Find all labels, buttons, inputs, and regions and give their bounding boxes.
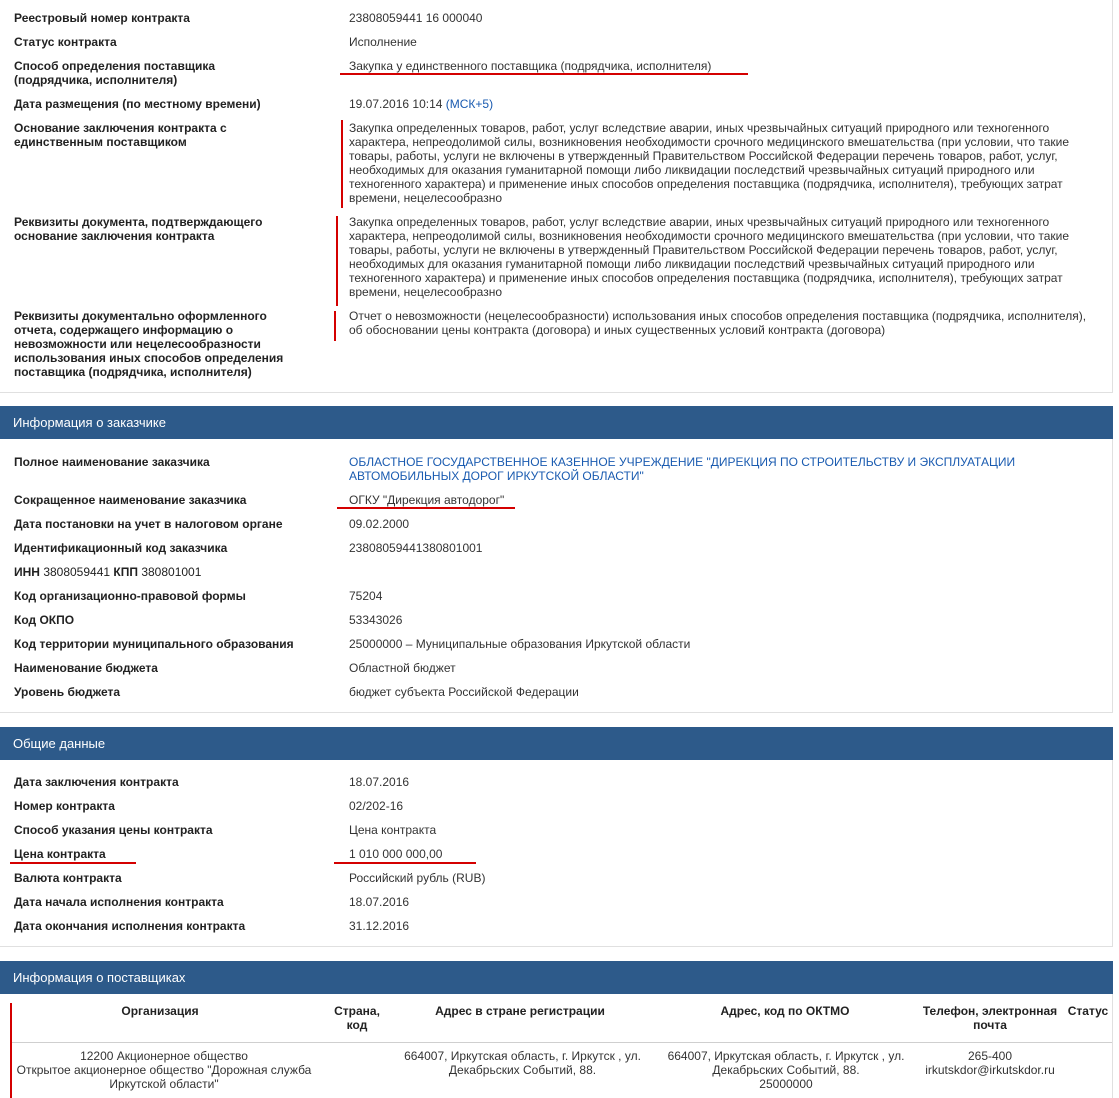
price-value: 1 010 000 000,00	[349, 847, 443, 861]
currency-label: Валюта контракта	[14, 871, 122, 885]
okpo-label: Код ОКПО	[14, 613, 75, 627]
annotation-bar-basis	[341, 120, 343, 208]
territory-label: Код территории муниципального образования	[14, 637, 294, 651]
status-value: Исполнение	[349, 35, 417, 49]
posted-date: 19.07.2016 10:14	[349, 97, 443, 111]
price-method-label: Способ указания цены контракта	[14, 823, 213, 837]
kpp-value: 380801001	[141, 565, 202, 579]
budget-name-value: Областной бюджет	[349, 661, 456, 675]
annotation-bar-doc	[336, 216, 338, 306]
customer-header: Информация о заказчике	[0, 406, 1113, 439]
budget-name-label: Наименование бюджета	[14, 661, 158, 675]
col-status: Статус	[1067, 1004, 1109, 1018]
col-address: Адрес в стране регистрации	[435, 1004, 605, 1018]
customer-short-name-value: ОГКУ "Дирекция автодорог"	[349, 493, 505, 507]
annotation-underline-price-value	[334, 862, 476, 864]
okpo-value: 53343026	[349, 613, 403, 627]
reg-number-value: 23808059441 16 000040	[349, 11, 483, 25]
contract-number-value: 02/202-16	[349, 799, 404, 813]
customer-panel	[0, 439, 1113, 713]
annotation-bar-supplier	[10, 1003, 12, 1098]
opf-value: 75204	[349, 589, 383, 603]
col-oktmo: Адрес, код по ОКТМО	[720, 1004, 850, 1018]
territory-value: 25000000 – Муниципальные образования Иркутской области	[349, 637, 691, 651]
annotation-bar-report	[334, 311, 336, 341]
supplier-phone: 265-400	[967, 1049, 1013, 1063]
price-label: Цена контракта	[14, 847, 106, 861]
contract-number-label: Номер контракта	[14, 799, 115, 813]
table-header-divider	[10, 1042, 1112, 1043]
conclusion-date-label: Дата заключения контракта	[14, 775, 179, 789]
reg-number-label: Реестровый номер контракта	[14, 11, 190, 25]
doc-label: Реквизиты документа, подтверждающего основание заключения контракта	[14, 215, 263, 243]
price-method-value: Цена контракта	[349, 823, 437, 837]
budget-level-label: Уровень бюджета	[14, 685, 121, 699]
start-date-label: Дата начала исполнения контракта	[14, 895, 224, 909]
general-panel	[0, 760, 1113, 947]
end-date-value: 31.12.2016	[349, 919, 410, 933]
budget-level-value: бюджет субъекта Российской Федерации	[349, 685, 579, 699]
col-phone: Телефон, электронная почта	[922, 1004, 1058, 1032]
col-organization: Организация	[121, 1004, 199, 1018]
id-code-value: 23808059441380801001	[349, 541, 483, 555]
tax-date-label: Дата постановки на учет в налоговом органе	[14, 517, 283, 531]
supplier-oktmo-code: 25000000	[759, 1077, 813, 1091]
method-value: Закупка у единственного поставщика (подрядчика, исполнителя)	[349, 59, 712, 73]
posted-label: Дата размещения (по местному времени)	[14, 97, 261, 111]
inn-value: 3808059441	[43, 565, 111, 579]
suppliers-header: Информация о поставщиках	[0, 961, 1113, 994]
currency-value: Российский рубль (RUB)	[349, 871, 486, 885]
supplier-oktmo	[655, 1049, 917, 1091]
basis-label: Основание заключения контракта с единственным поставщиком	[14, 121, 227, 149]
posted-value	[349, 97, 1099, 111]
supplier-org-type: 12200 Акционерное общество	[80, 1049, 248, 1063]
supplier-address: 664007, Иркутская область, г. Иркутск , ул. Декабрьских Событий, 88.	[404, 1049, 641, 1077]
id-code-label: Идентификационный код заказчика	[14, 541, 228, 555]
customer-full-name-link[interactable]: ОБЛАСТНОЕ ГОСУДАРСТВЕННОЕ КАЗЕННОЕ УЧРЕЖДЕНИЕ "ДИРЕКЦИЯ ПО СТРОИТЕЛЬСТВУ И ЭКСПЛУАТАЦИИ АВТОМОБИЛЬНЫХ ДОРОГ ИРКУТСКОЙ ОБЛАСТИ"	[349, 455, 1016, 483]
annotation-underline-method	[340, 73, 748, 75]
doc-value: Закупка определенных товаров, работ, услуг вследствие аварии, иных чрезвычайных ситуаций природного или техногенного характера, непреодолимой силы, возникновения необходимости срочного медицинского вмешательства (при условии, что такие товары, работы, услуги не включены в утвержденный Правительством Российской Федерации перечень товаров, работ, услуг, необходимых для оказания гуманитарной помощи либо ликвидации последствий чрезвычайных ситуаций природного или техногенного характера) и применение иных способов определения поставщика (подрядчика, исполнителя), требующих затрат времени, нецелесообразно	[349, 215, 1070, 299]
report-value: Отчет о невозможности (нецелесообразности) использования иных способов определения поставщика (подрядчика, исполнителя), об обосновании цены контракта (договора) и иных существенных условий контракта (договора)	[349, 309, 1087, 337]
kpp-label: КПП	[113, 565, 138, 579]
supplier-contacts	[915, 1049, 1065, 1077]
start-date-value: 18.07.2016	[349, 895, 410, 909]
customer-full-name-label: Полное наименование заказчика	[14, 455, 210, 469]
inn-kpp-row	[14, 565, 414, 579]
supplier-oktmo-address: 664007, Иркутская область, г. Иркутск , ул. Декабрьских Событий, 88.	[667, 1049, 905, 1077]
col-country: Страна, код	[334, 1004, 380, 1032]
basis-value: Закупка определенных товаров, работ, услуг вследствие аварии, иных чрезвычайных ситуаций природного или техногенного характера, непреодолимой силы, возникновения необходимости срочного медицинского вмешательства (при условии, что такие товары, работы, услуги не включены в утвержденный Правительством Российской Федерации перечень товаров, работ, услуг, необходимых для оказания гуманитарной помощи либо ликвидации последствий чрезвычайных ситуаций природного или техногенного характера) и применение иных способов определения поставщика (подрядчика, исполнителя), требующих затрат времени, нецелесообразно	[349, 121, 1070, 205]
report-label: Реквизиты документально оформленного отчета, содержащего информацию о невозможности или нецелесообразности использования иных способов определения поставщика (подрядчика, исполнителя)	[14, 309, 284, 379]
general-header: Общие данные	[0, 727, 1113, 760]
suppliers-table	[0, 994, 1113, 1098]
opf-label: Код организационно-правовой формы	[14, 589, 246, 603]
contract-panel	[0, 0, 1113, 393]
method-label: Способ определения поставщика (подрядчика, исполнителя)	[14, 59, 216, 87]
status-label: Статус контракта	[14, 35, 117, 49]
end-date-label: Дата окончания исполнения контракта	[14, 919, 246, 933]
customer-short-name-label: Сокращенное наименование заказчика	[14, 493, 247, 507]
conclusion-date-value: 18.07.2016	[349, 775, 410, 789]
annotation-underline-short-name	[337, 507, 515, 509]
posted-timezone: (МСК+5)	[445, 97, 494, 111]
tax-date-value: 09.02.2000	[349, 517, 410, 531]
supplier-organization	[4, 1049, 324, 1091]
supplier-email: irkutskdor@irkutskdor.ru	[925, 1063, 1055, 1077]
supplier-org-name: Открытое акционерное общество "Дорожная служба Иркутской области"	[16, 1063, 312, 1091]
annotation-underline-price-label	[10, 862, 136, 864]
inn-label: ИНН	[14, 565, 40, 579]
